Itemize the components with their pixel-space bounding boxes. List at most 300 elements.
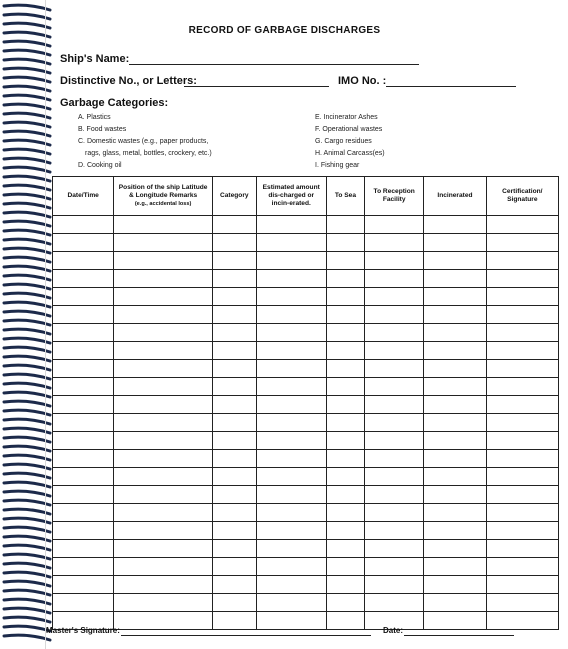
spiral-coil (4, 275, 50, 280)
table-cell[interactable] (212, 288, 256, 306)
table-cell[interactable] (256, 558, 326, 576)
spiral-coil (4, 113, 50, 118)
table-cell[interactable] (326, 522, 364, 540)
table-cell[interactable] (53, 504, 114, 522)
spiral-coil (4, 95, 50, 100)
masters-signature-label: Master's Signature: (46, 626, 120, 635)
table-row (53, 270, 559, 288)
spiral-coil (4, 230, 50, 235)
table-header-row (53, 177, 559, 216)
category-item: I. Fishing gear (315, 162, 360, 169)
table-cell[interactable] (365, 252, 424, 270)
table-cell[interactable] (53, 522, 114, 540)
table-cell[interactable] (424, 414, 486, 432)
table-cell[interactable] (212, 252, 256, 270)
form-title: RECORD OF GARBAGE DISCHARGES (188, 25, 381, 36)
spiral-coil (4, 527, 50, 532)
date-field[interactable] (404, 635, 514, 636)
table-cell[interactable] (424, 270, 486, 288)
spiral-coil (4, 239, 50, 244)
spiral-coil (4, 320, 50, 325)
table-cell[interactable] (424, 504, 486, 522)
spiral-coil (4, 392, 50, 397)
spiral-coil (4, 626, 50, 631)
table-cell[interactable] (212, 504, 256, 522)
table-cell[interactable] (114, 612, 213, 630)
table-cell[interactable] (256, 288, 326, 306)
table-cell[interactable] (424, 306, 486, 324)
ship-name-label: Ship's Name: (60, 53, 130, 65)
table-cell[interactable] (256, 486, 326, 504)
table-cell[interactable] (365, 522, 424, 540)
table-cell[interactable] (365, 360, 424, 378)
table-cell[interactable] (424, 216, 486, 234)
table-cell[interactable] (53, 288, 114, 306)
table-cell[interactable] (256, 324, 326, 342)
table-cell[interactable] (53, 306, 114, 324)
table-cell[interactable] (424, 540, 486, 558)
table-cell[interactable] (326, 468, 364, 486)
table-cell[interactable] (365, 396, 424, 414)
table-cell[interactable] (326, 540, 364, 558)
category-item: D. Cooking oil (78, 162, 122, 169)
table-row (53, 540, 559, 558)
table-cell[interactable] (486, 396, 558, 414)
table-cell[interactable] (326, 234, 364, 252)
table-cell[interactable] (486, 504, 558, 522)
spiral-coil (4, 104, 50, 109)
date-label: Date: (383, 626, 404, 635)
category-item: G. Cargo residues (315, 138, 372, 145)
table-cell[interactable] (212, 270, 256, 288)
table-row (53, 396, 559, 414)
spiral-coil (4, 140, 50, 145)
table-cell[interactable] (326, 414, 364, 432)
table-cell[interactable] (424, 288, 486, 306)
table-cell[interactable] (212, 396, 256, 414)
table-row (53, 378, 559, 396)
category-item: B. Food wastes (78, 126, 127, 133)
table-cell[interactable] (256, 522, 326, 540)
table-row (53, 432, 559, 450)
table-cell[interactable] (256, 576, 326, 594)
spiral-coil (4, 635, 50, 640)
category-item: H. Animal Carcass(es) (315, 150, 385, 157)
table-cell[interactable] (326, 324, 364, 342)
table-cell[interactable] (486, 450, 558, 468)
table-cell[interactable] (53, 468, 114, 486)
table-cell[interactable] (365, 414, 424, 432)
table-cell[interactable] (256, 234, 326, 252)
spiral-coil (4, 518, 50, 523)
spiral-coil (4, 122, 50, 127)
table-cell[interactable] (212, 540, 256, 558)
table-cell[interactable] (424, 558, 486, 576)
spiral-coil (4, 365, 50, 370)
table-cell[interactable] (486, 216, 558, 234)
table-cell[interactable] (486, 468, 558, 486)
spiral-coil (4, 599, 50, 604)
spiral-coil (4, 212, 50, 217)
table-cell[interactable] (256, 252, 326, 270)
table-cell[interactable] (53, 432, 114, 450)
table-cell[interactable] (256, 396, 326, 414)
table-cell[interactable] (424, 234, 486, 252)
table-cell[interactable] (486, 432, 558, 450)
table-cell[interactable] (486, 306, 558, 324)
table-cell[interactable] (486, 414, 558, 432)
table-cell[interactable] (365, 558, 424, 576)
table-cell[interactable] (486, 612, 558, 630)
spiral-coil (4, 617, 50, 622)
table-cell[interactable] (424, 594, 486, 612)
spiral-coil (4, 347, 50, 352)
table-cell[interactable] (53, 396, 114, 414)
table-cell[interactable] (486, 576, 558, 594)
spiral-coil (4, 374, 50, 379)
table-row (53, 468, 559, 486)
table-row (53, 252, 559, 270)
distinctive-no-label: Distinctive No., or Letters: (60, 75, 197, 87)
table-cell[interactable] (424, 342, 486, 360)
table-cell[interactable] (212, 360, 256, 378)
category-item: rags, glass, metal, bottles, crockery, etc.) (85, 150, 212, 157)
spiral-coil (4, 86, 50, 91)
table-row (53, 234, 559, 252)
table-cell[interactable] (326, 594, 364, 612)
table-cell[interactable] (486, 522, 558, 540)
table-cell[interactable] (212, 486, 256, 504)
table-cell[interactable] (114, 468, 213, 486)
table-cell[interactable] (256, 342, 326, 360)
table-cell[interactable] (114, 396, 213, 414)
spiral-coil (4, 554, 50, 559)
table-cell[interactable] (114, 414, 213, 432)
table-cell[interactable] (365, 324, 424, 342)
table-cell[interactable] (365, 378, 424, 396)
table-cell[interactable] (114, 576, 213, 594)
table-cell[interactable] (212, 432, 256, 450)
table-cell[interactable] (114, 522, 213, 540)
table-cell[interactable] (424, 378, 486, 396)
table-cell[interactable] (326, 612, 364, 630)
header-position: Position of the ship Latitude & Longitude Remarks (e.g., accidental loss) (114, 177, 213, 216)
table-cell[interactable] (53, 270, 114, 288)
spiral-coil (4, 356, 50, 361)
table-cell[interactable] (326, 342, 364, 360)
spiral-coil (4, 500, 50, 505)
table-row (53, 486, 559, 504)
header-incinerated: Incinerated (424, 177, 486, 216)
table-cell[interactable] (365, 450, 424, 468)
table-cell[interactable] (212, 324, 256, 342)
table-cell[interactable] (486, 540, 558, 558)
table-cell[interactable] (114, 486, 213, 504)
table-cell[interactable] (53, 558, 114, 576)
table-row (53, 306, 559, 324)
imo-no-label: IMO No. : (338, 75, 387, 87)
table-cell[interactable] (256, 414, 326, 432)
table-row (53, 288, 559, 306)
category-item: E. Incinerator Ashes (315, 114, 378, 121)
spiral-coil (4, 437, 50, 442)
spiral-coil (4, 266, 50, 271)
table-cell[interactable] (212, 216, 256, 234)
table-cell[interactable] (114, 306, 213, 324)
table-cell[interactable] (486, 594, 558, 612)
table-cell[interactable] (53, 378, 114, 396)
table-cell[interactable] (114, 504, 213, 522)
spiral-coil (4, 383, 50, 388)
table-cell[interactable] (486, 558, 558, 576)
spiral-coil (4, 293, 50, 298)
table-row (53, 216, 559, 234)
spiral-coil (4, 446, 50, 451)
category-item: F. Operational wastes (315, 126, 383, 133)
table-cell[interactable] (114, 594, 213, 612)
table-cell[interactable] (53, 234, 114, 252)
table-cell[interactable] (53, 360, 114, 378)
table-cell[interactable] (486, 486, 558, 504)
table-cell[interactable] (365, 594, 424, 612)
table-cell[interactable] (114, 324, 213, 342)
table-row (53, 612, 559, 630)
table-cell[interactable] (256, 216, 326, 234)
table-cell[interactable] (326, 450, 364, 468)
table-cell[interactable] (256, 432, 326, 450)
table-cell[interactable] (212, 576, 256, 594)
table-cell[interactable] (326, 576, 364, 594)
spiral-coil (4, 572, 50, 577)
table-row (53, 414, 559, 432)
table-cell[interactable] (212, 378, 256, 396)
table-cell[interactable] (365, 216, 424, 234)
table-cell[interactable] (486, 324, 558, 342)
garbage-categories-title: Garbage Categories: (60, 97, 169, 109)
table-cell[interactable] (114, 360, 213, 378)
table-cell[interactable] (53, 216, 114, 234)
spiral-coil (4, 221, 50, 226)
table-cell[interactable] (212, 450, 256, 468)
table-cell[interactable] (256, 450, 326, 468)
table-cell[interactable] (256, 306, 326, 324)
spiral-coil (4, 32, 50, 37)
header-position-example: (e.g., accidental loss) (134, 201, 192, 207)
table-cell[interactable] (424, 432, 486, 450)
table-cell[interactable] (53, 450, 114, 468)
table-cell[interactable] (212, 522, 256, 540)
table-cell[interactable] (365, 234, 424, 252)
table-cell[interactable] (53, 342, 114, 360)
table-cell[interactable] (365, 306, 424, 324)
form-page (45, 0, 568, 649)
table-cell[interactable] (256, 378, 326, 396)
table-cell[interactable] (114, 270, 213, 288)
spiral-coil (4, 185, 50, 190)
table-row (53, 522, 559, 540)
table-cell[interactable] (256, 504, 326, 522)
table-cell[interactable] (326, 306, 364, 324)
spiral-coil (4, 14, 50, 19)
table-cell[interactable] (212, 558, 256, 576)
table-cell[interactable] (114, 378, 213, 396)
table-cell[interactable] (256, 540, 326, 558)
table-cell[interactable] (365, 486, 424, 504)
table-cell[interactable] (326, 432, 364, 450)
table-cell[interactable] (53, 576, 114, 594)
table-cell[interactable] (424, 360, 486, 378)
table-cell[interactable] (365, 270, 424, 288)
ship-name-field[interactable] (129, 64, 419, 65)
spiral-coil (4, 176, 50, 181)
table-cell[interactable] (326, 360, 364, 378)
table-cell[interactable] (424, 486, 486, 504)
table-cell[interactable] (326, 558, 364, 576)
spiral-coil (4, 563, 50, 568)
table-row (53, 558, 559, 576)
table-row (53, 450, 559, 468)
table-cell[interactable] (256, 594, 326, 612)
table-cell[interactable] (212, 234, 256, 252)
spiral-coil (4, 194, 50, 199)
table-cell[interactable] (326, 252, 364, 270)
garbage-record-table (52, 176, 559, 630)
spiral-coil (4, 581, 50, 586)
table-cell[interactable] (114, 342, 213, 360)
spiral-coil (4, 203, 50, 208)
table-cell[interactable] (424, 522, 486, 540)
table-cell[interactable] (486, 342, 558, 360)
table-cell[interactable] (53, 324, 114, 342)
table-cell[interactable] (212, 612, 256, 630)
spiral-coil (4, 68, 50, 73)
table-cell[interactable] (365, 540, 424, 558)
table-cell[interactable] (326, 504, 364, 522)
table-cell[interactable] (326, 216, 364, 234)
spiral-coil (4, 149, 50, 154)
spiral-coil (4, 50, 50, 55)
spiral-coil (4, 419, 50, 424)
spiral-coil (4, 545, 50, 550)
table-cell[interactable] (212, 342, 256, 360)
table-cell[interactable] (212, 306, 256, 324)
table-cell[interactable] (114, 234, 213, 252)
table-cell[interactable] (424, 324, 486, 342)
spiral-coil (4, 158, 50, 163)
table-cell[interactable] (114, 288, 213, 306)
spiral-coil (4, 410, 50, 415)
table-cell[interactable] (114, 432, 213, 450)
table-cell[interactable] (424, 396, 486, 414)
spiral-coil (4, 482, 50, 487)
spiral-coil (4, 23, 50, 28)
header-category: Category (212, 177, 256, 216)
spiral-coil (4, 131, 50, 136)
table-row (53, 594, 559, 612)
table-cell[interactable] (114, 216, 213, 234)
table-cell[interactable] (53, 414, 114, 432)
spiral-coil (4, 428, 50, 433)
table-cell[interactable] (212, 468, 256, 486)
table-cell[interactable] (256, 360, 326, 378)
table-cell[interactable] (424, 576, 486, 594)
header-certification-signature: Certification/ Signature (486, 177, 558, 216)
spiral-coil (4, 401, 50, 406)
spiral-coil (4, 248, 50, 253)
table-cell[interactable] (114, 540, 213, 558)
table-cell[interactable] (326, 288, 364, 306)
table-cell[interactable] (486, 270, 558, 288)
table-cell[interactable] (365, 576, 424, 594)
table-cell[interactable] (424, 450, 486, 468)
spiral-coil (4, 59, 50, 64)
table-cell[interactable] (53, 594, 114, 612)
header-to-sea: To Sea (326, 177, 364, 216)
spiral-coil (4, 608, 50, 613)
spiral-coil (4, 257, 50, 262)
table-row (53, 324, 559, 342)
spiral-coil (4, 590, 50, 595)
spiral-coil (4, 41, 50, 46)
table-cell[interactable] (114, 450, 213, 468)
table-cell[interactable] (486, 360, 558, 378)
table-cell[interactable] (53, 252, 114, 270)
table-cell[interactable] (365, 342, 424, 360)
table-cell[interactable] (114, 558, 213, 576)
table-cell[interactable] (212, 594, 256, 612)
table-cell[interactable] (326, 486, 364, 504)
table-cell[interactable] (326, 270, 364, 288)
table-cell[interactable] (486, 288, 558, 306)
spiral-coil (4, 473, 50, 478)
table-cell[interactable] (53, 540, 114, 558)
table-cell[interactable] (486, 234, 558, 252)
table-cell[interactable] (365, 468, 424, 486)
spiral-coil (4, 455, 50, 460)
table-row (53, 504, 559, 522)
table-cell[interactable] (212, 414, 256, 432)
table-cell[interactable] (365, 504, 424, 522)
table-cell[interactable] (256, 468, 326, 486)
spiral-coil (4, 338, 50, 343)
table-cell[interactable] (365, 288, 424, 306)
spiral-coil (4, 536, 50, 541)
table-row (53, 342, 559, 360)
table-body (53, 216, 559, 630)
table-cell[interactable] (424, 612, 486, 630)
imo-no-field[interactable] (386, 86, 516, 87)
table-cell[interactable] (256, 270, 326, 288)
spiral-coil (4, 329, 50, 334)
table-cell[interactable] (486, 252, 558, 270)
table-cell[interactable] (114, 252, 213, 270)
table-cell[interactable] (365, 432, 424, 450)
table-cell[interactable] (326, 396, 364, 414)
distinctive-no-field[interactable] (184, 86, 329, 87)
table-cell[interactable] (486, 378, 558, 396)
spiral-coil (4, 311, 50, 316)
header-estimated-amount: Estimated amount dis-charged or incin-erated. (256, 177, 326, 216)
table-cell[interactable] (424, 468, 486, 486)
table-row (53, 576, 559, 594)
table-cell[interactable] (326, 378, 364, 396)
table-cell[interactable] (53, 486, 114, 504)
header-to-reception-facility: To Reception Facility (365, 177, 424, 216)
spiral-coil (4, 464, 50, 469)
masters-signature-field[interactable] (121, 635, 371, 636)
table-cell[interactable] (256, 612, 326, 630)
table-cell[interactable] (424, 252, 486, 270)
